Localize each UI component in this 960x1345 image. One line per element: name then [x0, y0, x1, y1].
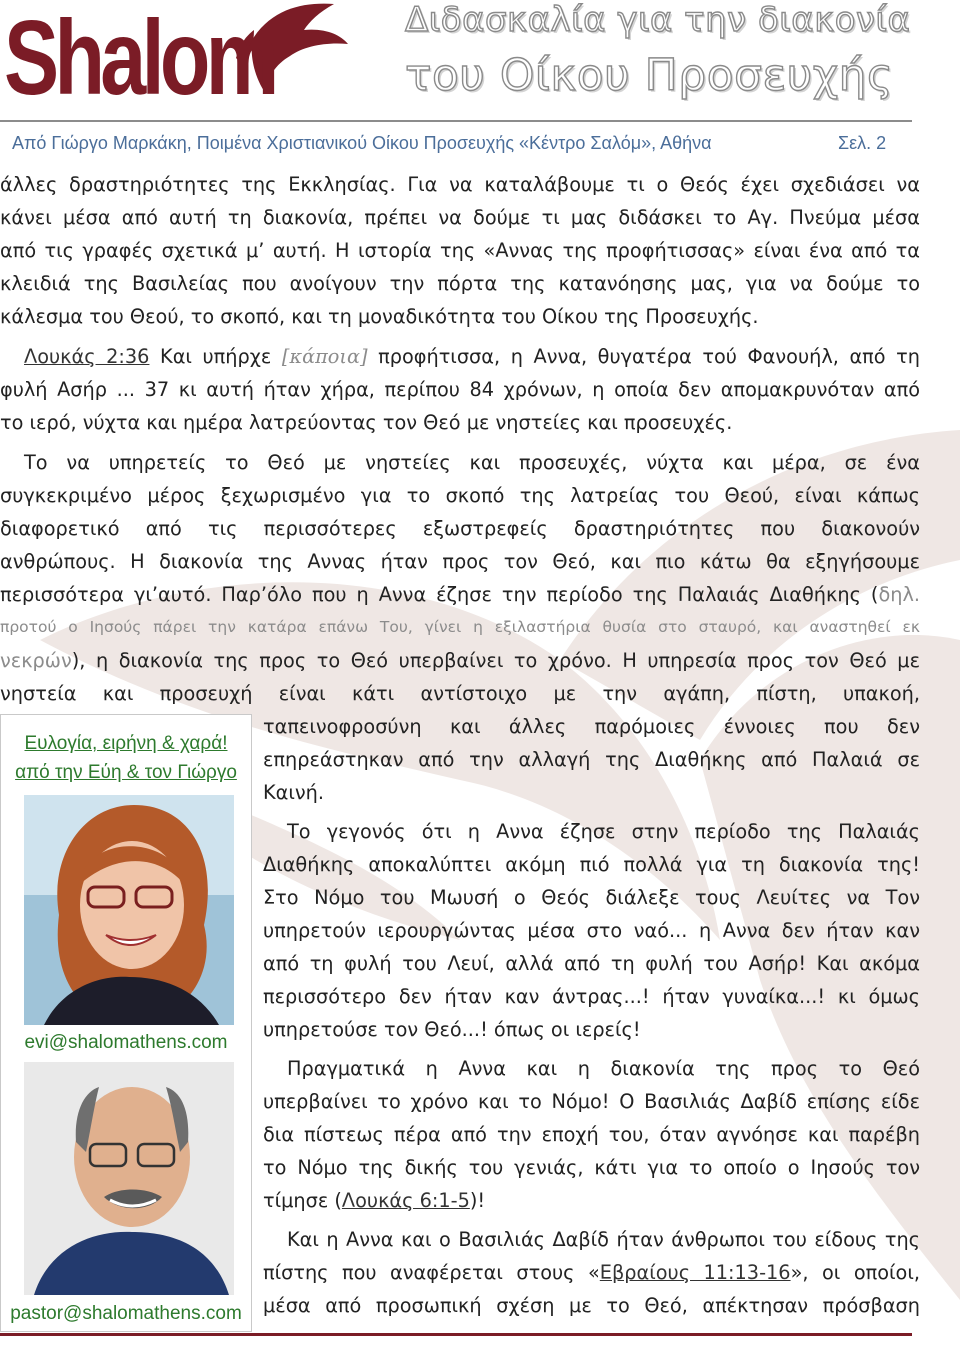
header-title-line1: Διδασκαλία για την διακονία — [405, 0, 911, 40]
paragraph-1 — [0, 168, 920, 333]
paragraph-6 — [263, 1223, 920, 1322]
text-line: συγκεκριμένο μέρος ξεχωρισμένο για το σκοπό της λατρείας του Θεού, είναι κάπως — [0, 484, 920, 507]
text-span: τίμησε ( — [263, 1189, 342, 1212]
header-divider — [0, 120, 912, 122]
evi-email-link[interactable]: evi@shalomathens.com — [24, 1032, 228, 1053]
text-line: κάνει μέσα από αυτή τη διακονία, πρέπει να δούμε τι μας διδάσκει το Αγ. Πνεύμα μέσα — [0, 206, 920, 229]
text-line: το Νόμο της δικής του γενιάς, κάτι για το οποίο ο Ιησούς τον — [263, 1156, 920, 1179]
scripture-reference-link[interactable]: Λουκάς 6:1-5 — [341, 1189, 470, 1212]
text-span: προφήτισσα, η Αννα, θυγατέρα τού Φανουήλ, από τη — [378, 345, 920, 368]
contact-sidebar — [0, 714, 252, 1332]
text-span: )! — [469, 1189, 486, 1212]
paragraph-3-continued — [263, 710, 920, 809]
text-line: Διαθήκης αποκαλύπτει ακόμη πιό πολλά για τη διακονία της! — [263, 853, 920, 876]
text-line: κάλεσμα του Θεού, το σκοπό, και τη μοναδικότητα του Οίκου της Προσευχής. — [0, 305, 759, 328]
text-line: το ιερό, νύχτα και ημέρα λατρεύοντας τον Θεό με νηστείες και προσευχές. — [0, 411, 733, 434]
text-line: διαφορετικό από τις περισσότερες εξωστρεφείς δραστηριότητες που διακονούν — [0, 517, 920, 540]
text-line: Πραγματικά η Αννα και η διακονία της προς το Θεό — [287, 1057, 920, 1080]
text-line — [0, 340, 920, 373]
text-line: ανθρώπους. Η διακονία της Αννας ήταν προς τον Θεό, και πιο κάτω θα εξηγήσουμε — [0, 550, 920, 573]
text-line: μέσα από προσωπική σχέση με το Θεό, απέκτησαν πρόσβαση — [263, 1294, 920, 1317]
text-line: νηστεία και προσευχή είναι κάτι αντίστοιχο με την αγάπη, πίστη, υπακοή, — [0, 682, 920, 705]
text-line: φυλή Ασήρ ... 37 κι αυτή ήταν χήρα, περίπου 84 χρόνων, η οποία δεν απομακρυνόταν από — [0, 378, 920, 401]
byline — [12, 133, 912, 154]
text-line: κλειδιά της Βασιλείας που ανοίγουν την πόρτα της κατανόησης μας, για να δούμε το — [0, 272, 920, 295]
page-number: Σελ. 2 — [838, 133, 887, 153]
text-line — [0, 578, 920, 611]
italic-insert: [κάποια] — [281, 345, 368, 368]
greeting-line2: από την Εύη & τον Γιώργο — [15, 762, 237, 783]
text-line — [263, 1184, 920, 1217]
gray-note-line: προτού ο Ιησούς πάρει την κατάρα επάνω Του, γίνει η εξιλαστήρια θυσία στο σταυρό, και αναστηθεί εκ — [0, 618, 920, 636]
text-line: Στο Νόμο του Μωυσή ο Θεός διάλεξε τους Λευίτες να Τον — [263, 886, 920, 909]
pastor-photo — [24, 1062, 234, 1295]
paragraph-3 — [0, 446, 920, 710]
greeting-line1: Ευλογία, ειρήνη & χαρά! — [24, 733, 228, 754]
author-line: Από Γιώργο Μαρκάκη, Ποιμένα Χριστιανικού Οίκου Προσευχής «Κέντρο Σαλόμ», Αθήνα — [12, 133, 712, 153]
scripture-reference-link[interactable]: Εβραίους 11:13-16 — [599, 1261, 791, 1284]
text-line: από τη φυλή του Λευί, αλλά από τη φυλή του Ασήρ! Και ακόμα — [263, 952, 920, 975]
evi-photo — [24, 795, 234, 1025]
shalom-logo — [4, 0, 404, 118]
text-line: Το να υπηρετείς το Θεό με νηστείες και προσευχές, νύχτα και μέρα, σε ένα — [24, 451, 920, 474]
text-span: ), η διακονία της προς το Θεό υπερβαίνει το χρόνο. Η υπηρεσία προς τον Θεό με — [71, 649, 920, 672]
text-line: επηρεάστηκαν από την αλλαγή της Διαθήκης από Παλαιά σε — [263, 748, 920, 771]
text-line: υπερβαίνει το χρόνο και το Νόμο! Ο Βασιλιάς Δαβίδ επίσης είδε — [263, 1090, 920, 1113]
footer-divider — [0, 1333, 912, 1336]
text-line: Καινή. — [263, 781, 324, 804]
text-span: περισσότερα γι’αυτό. Παρ’όλο που η Αννα έζησε την περίοδο της Παλαιάς Διαθήκης ( — [0, 583, 879, 606]
text-line: υπηρετούσε τον Θεό...! όπως οι ιερείς! — [263, 1018, 641, 1041]
paragraph-5 — [263, 1052, 920, 1217]
text-line: Και η Αννα και ο Βασιλιάς Δαβίδ ήταν άνθρωποι του είδους της — [287, 1228, 920, 1251]
pastor-email-link[interactable]: pastor@shalomathens.com — [10, 1303, 242, 1324]
text-line: ταπεινοφροσύνη και άλλες παρόμοιες έννοιες που δεν — [263, 715, 920, 738]
text-line: υπηρετούν ιερουργώντας μέσα στο ναό... η Αννα δεν ήταν καν — [263, 919, 920, 942]
text-line: δια πίστεως πέρα από την εποχή του, όταν αγνόησε και παρέβη — [263, 1123, 920, 1146]
text-line: από τις γραφές σχετικά μ’ αυτή. Η ιστορία της «Αννας της προφήτισσας» είναι ένα από τα — [0, 239, 920, 262]
scripture-reference-link[interactable]: Λουκάς 2:36 — [24, 345, 150, 368]
scripture-quote — [0, 340, 920, 439]
gray-note: νεκρών — [0, 649, 72, 672]
text-line — [0, 644, 920, 677]
logo-text: Shalom — [4, 0, 275, 117]
text-span: », οι οποίοι, — [790, 1261, 920, 1284]
text-line: άλλες δραστηριότητες της Εκκλησίας. Για να καταλάβουμε τι ο Θεός έχει σχεδιάσει να — [0, 173, 920, 196]
gray-note: δηλ. — [878, 583, 920, 606]
text-span: πίστης που αναφέρεται στους « — [263, 1261, 600, 1284]
text-line — [263, 1256, 920, 1289]
text-line: περισσότερο δεν ήταν καν άντρας...! ήταν γυναίκα...! κι όμως — [263, 985, 920, 1008]
text-span: Και υπήρχε — [160, 345, 272, 368]
header-title-line2: του Οίκου Προσευχής — [405, 50, 894, 101]
paragraph-4 — [263, 815, 920, 1046]
text-line: Το γεγονός ότι η Αννα έζησε στην περίοδο της Παλαιάς — [287, 820, 920, 843]
